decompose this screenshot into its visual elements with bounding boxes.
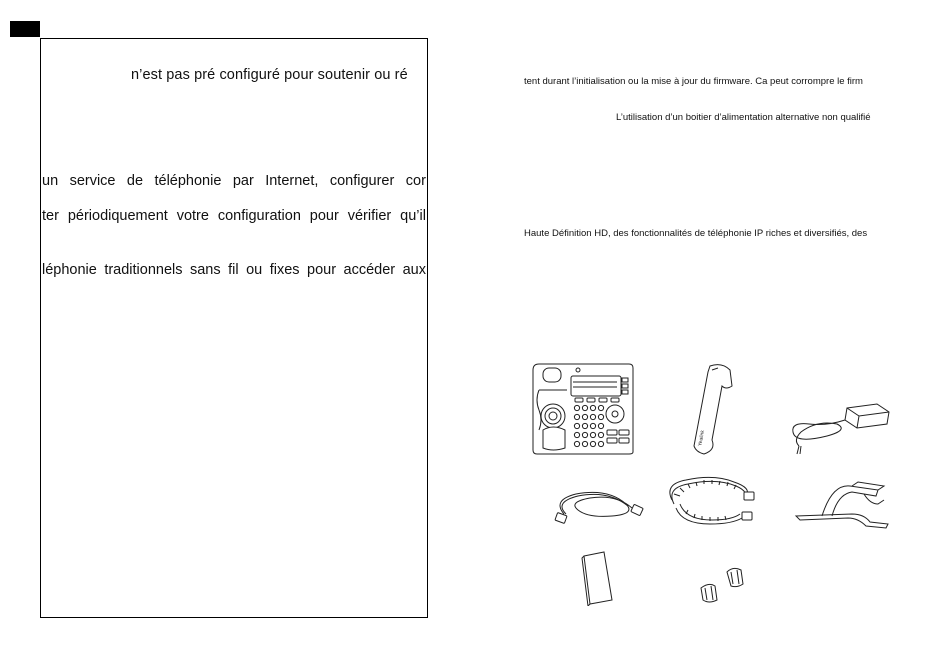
word: configuration bbox=[217, 208, 301, 224]
word: votre bbox=[176, 208, 209, 224]
word: un bbox=[42, 173, 59, 189]
word: pour bbox=[309, 208, 339, 224]
left-line-4 bbox=[42, 262, 426, 278]
word: accéder bbox=[343, 262, 396, 278]
word: pour bbox=[307, 262, 337, 278]
left-line-1: n’est pas pré configuré pour soutenir ou ré bbox=[131, 67, 408, 83]
svg-text:Yealink: Yealink bbox=[697, 429, 707, 447]
word: vérifier bbox=[347, 208, 392, 224]
word: service bbox=[69, 173, 116, 189]
word: configurer bbox=[329, 173, 395, 189]
word: aux bbox=[402, 262, 426, 278]
stand-icon bbox=[792, 480, 896, 530]
left-line-2 bbox=[42, 173, 426, 189]
word: fil bbox=[228, 262, 239, 278]
word: traditionnels bbox=[104, 262, 183, 278]
right-line-2: L’utilisation d’un boitier d’alimentation alternative non qualifié bbox=[616, 112, 871, 123]
word: fixes bbox=[269, 262, 300, 278]
word: ter bbox=[42, 208, 59, 224]
left-line-3 bbox=[42, 208, 426, 224]
word: léphonie bbox=[42, 262, 97, 278]
wall-mount-clips-icon bbox=[697, 566, 755, 606]
section-tab-marker bbox=[10, 21, 40, 37]
word: cor bbox=[405, 173, 426, 189]
quick-start-guide-icon bbox=[578, 550, 616, 606]
ethernet-cable-icon bbox=[548, 480, 646, 528]
power-adapter-icon bbox=[787, 402, 895, 458]
word: ou bbox=[246, 262, 263, 278]
word: qu’il bbox=[400, 208, 426, 224]
word: périodiquement bbox=[67, 208, 168, 224]
word: de bbox=[126, 173, 144, 189]
right-line-1: tent durant l’initialisation ou la mise à jour du firmware. Ca peut corrompre le firm bbox=[524, 76, 863, 87]
handset-icon bbox=[682, 362, 748, 456]
word: téléphonie bbox=[154, 173, 222, 189]
word: par bbox=[232, 173, 254, 189]
right-line-3: Haute Définition HD, des fonctionnalités de téléphonie IP riches et diversifiés, des bbox=[524, 228, 868, 239]
word: Internet, bbox=[265, 173, 319, 189]
left-page-frame bbox=[40, 38, 428, 618]
handset-cord-icon bbox=[662, 474, 762, 532]
ip-phone-icon bbox=[529, 360, 635, 456]
word: sans bbox=[189, 262, 221, 278]
